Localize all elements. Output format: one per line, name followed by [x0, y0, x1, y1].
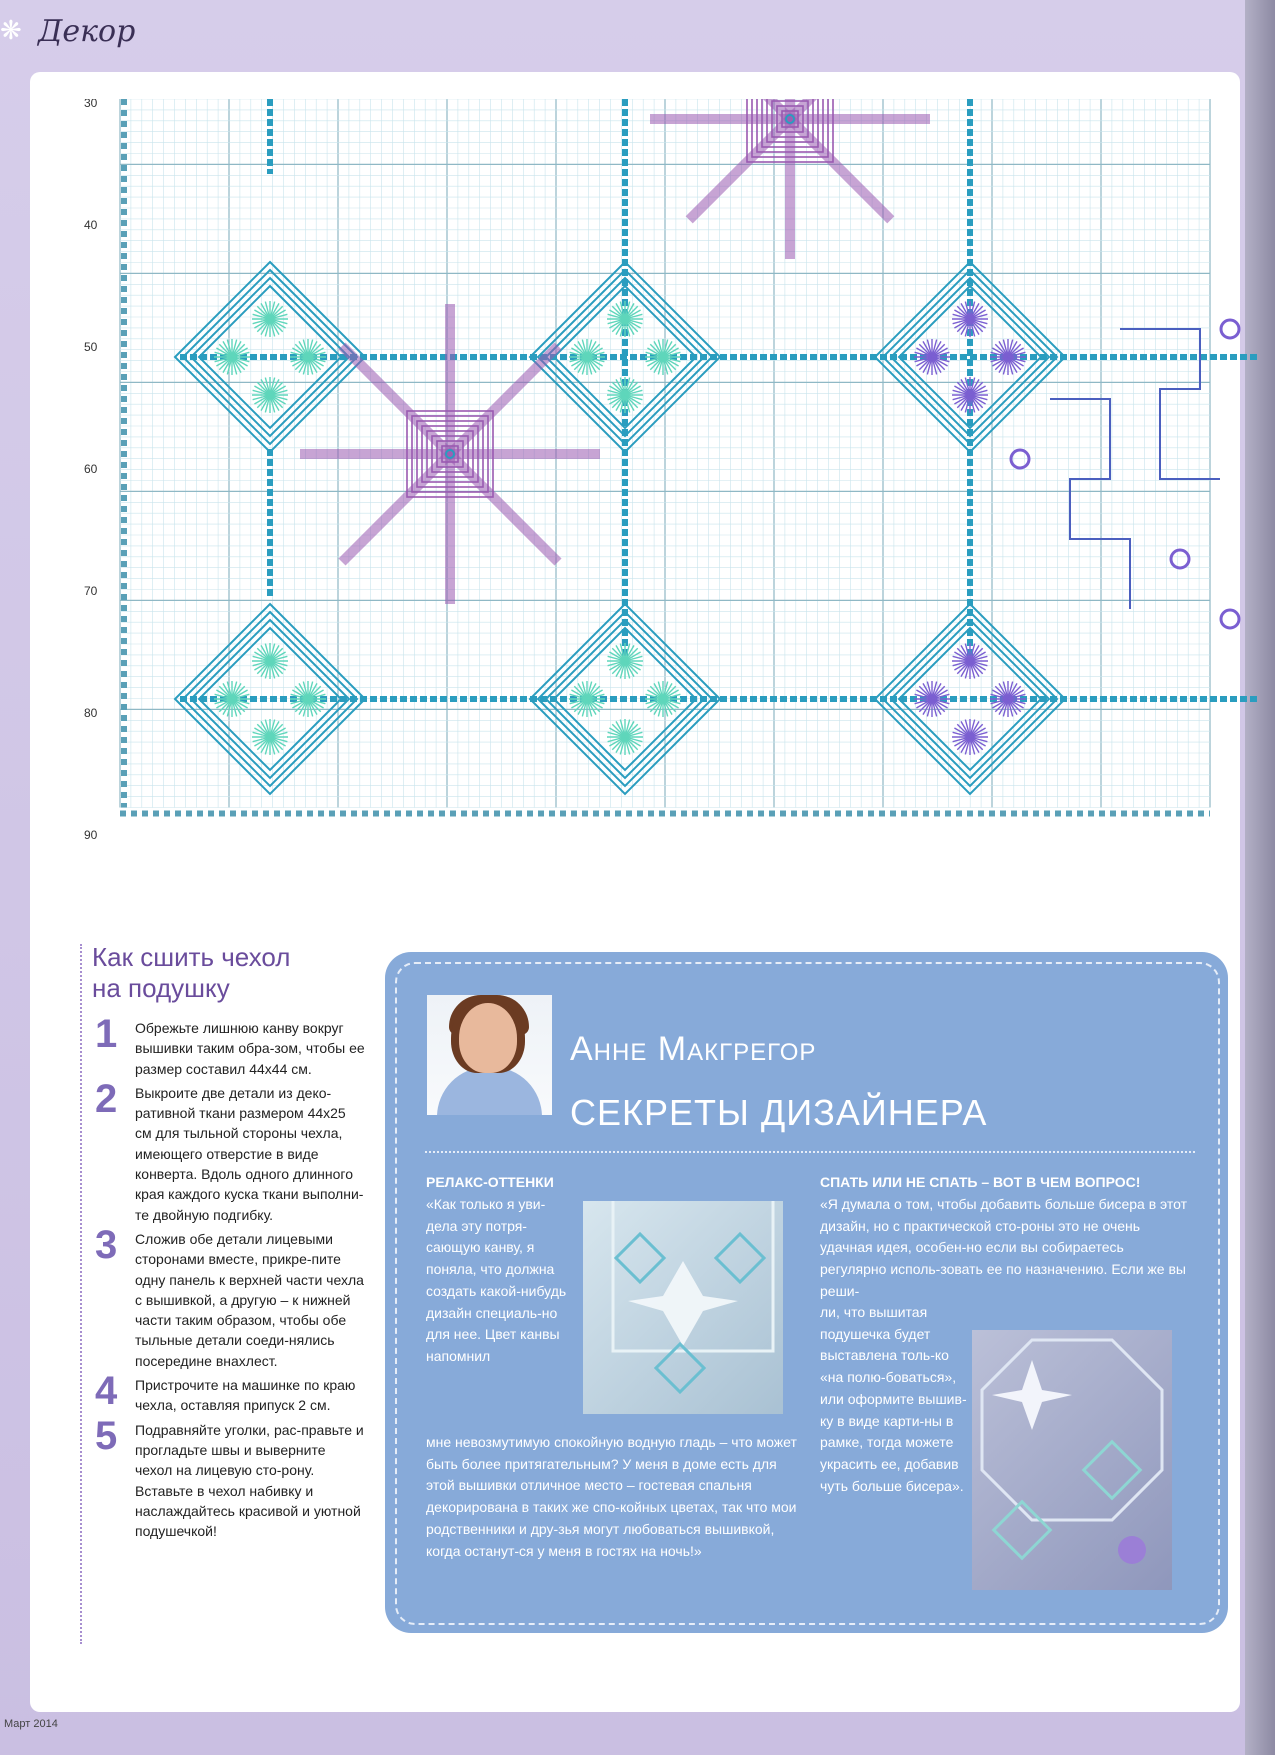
- photo-face: [459, 1003, 517, 1073]
- column1-heading: РЕЛАКС-ОТТЕНКИ: [426, 1174, 554, 1190]
- step-number: 4: [95, 1369, 118, 1414]
- chart-star-motif: [300, 304, 600, 604]
- row-label: 70: [84, 584, 98, 598]
- how-to-title: Как сшить чехол на подушку: [92, 942, 291, 1003]
- row-label: 60: [84, 462, 98, 476]
- column2-heading: СПАТЬ ИЛИ НЕ СПАТЬ – ВОТ В ЧЕМ ВОПРОС!: [820, 1174, 1141, 1190]
- chart-row-labels: [84, 99, 98, 842]
- step-number: 5: [95, 1413, 118, 1458]
- issue-footer: Март 2014: [4, 1718, 58, 1730]
- step-item: [95, 1413, 365, 1542]
- row-label: 40: [84, 218, 98, 232]
- step-item: [95, 1369, 365, 1416]
- chart-star-motif: [650, 99, 930, 259]
- step-item: [95, 1222, 365, 1371]
- row-label: 80: [84, 706, 98, 720]
- step-number: 3: [95, 1222, 118, 1267]
- row-label: 90: [84, 828, 98, 842]
- column1-text-b: мне невозмутимую спокойную водную гладь – что может быть более притягательным? У меня в доме есть для этой вышивки отличное место – гостевая спальня декорирована в таких же спо-койных цветах, так что мои родственники и дру-зья могут любоваться вышивкой, когда останут-ся у меня в гостях на ночь!»: [426, 1434, 797, 1559]
- designer-photo: [427, 995, 552, 1115]
- corner-ornament-icon: ❋: [0, 15, 22, 45]
- designer-subtitle: СЕКРЕТЫ ДИЗАЙНЕРА: [570, 1092, 988, 1133]
- how-to-steps: [95, 1012, 365, 1545]
- section-title: Декор: [38, 14, 136, 49]
- step-number: 2: [95, 1076, 118, 1121]
- step-text: Пристрочите на машинке по краю чехла, оставляя припуск 2 см.: [135, 1377, 356, 1414]
- step-text: Выкроите две детали из деко-ративной ткани размером 44х25 см для тыльной стороны чехла, имеющего отверстие в виде конверта. Вдоль одного длинного края каждого куска ткани выполни-те двойную подгибку.: [135, 1084, 364, 1223]
- designer-name: Анне Макгрегор: [570, 1030, 817, 1068]
- box-divider: [425, 1151, 1195, 1153]
- embroidery-chart: [80, 99, 1260, 919]
- embroidery-photo-2: [972, 1330, 1172, 1590]
- step-text: Сложив обе детали лицевыми сторонами вместе, прикре-пите одну панель к верхней части чехла с вышивкой, а другую – к нижней части таким образом, чтобы обе тыльные детали соеди-нялись посередине внахлест.: [135, 1230, 364, 1369]
- step-item: [95, 1012, 365, 1079]
- column1-text-a: «Как только я уви-дела эту потря-сающую канву, я поняла, что должна создать какой-нибудь дизайн специаль-но для нее. Цвет канвы напомнил: [426, 1196, 567, 1364]
- column2-text-a: «Я думала о том, чтобы добавить больше бисера в этот дизайн, но с практической сто-роны это не очень удачная идея, особен-но если вы собираетесь регулярно исполь-зовать ее по назначению. Если же вы реши-: [820, 1196, 1188, 1299]
- photo-shirt: [437, 1067, 542, 1115]
- step-item: [95, 1076, 365, 1225]
- step-text: Подравняйте уголки, рас-правьте и прогладьте швы и выверните чехол на лицевую сто-рону. Вставьте в чехол набивку и наслаждайтесь красивой и уютной подушечкой!: [135, 1421, 364, 1540]
- chart-scroll-motif: [1011, 320, 1239, 628]
- embroidery-photo-1: [583, 1201, 783, 1414]
- row-label: 50: [84, 340, 98, 354]
- how-to-accent-line: [80, 944, 82, 1644]
- step-text: Обрежьте лишнюю канву вокруг вышивки таким обра-зом, чтобы ее размер составил 44х44 см.: [135, 1020, 365, 1077]
- row-label: 30: [84, 99, 98, 110]
- column2-text-b: ли, что вышитая подушечка будет выставлена толь-ко «на полю-боваться», или оформите вышив-ку в виде карти-ны в рамке, тогда можете украсить ее, добавив чуть больше бисера».: [820, 1304, 967, 1494]
- step-number: 1: [95, 1012, 118, 1056]
